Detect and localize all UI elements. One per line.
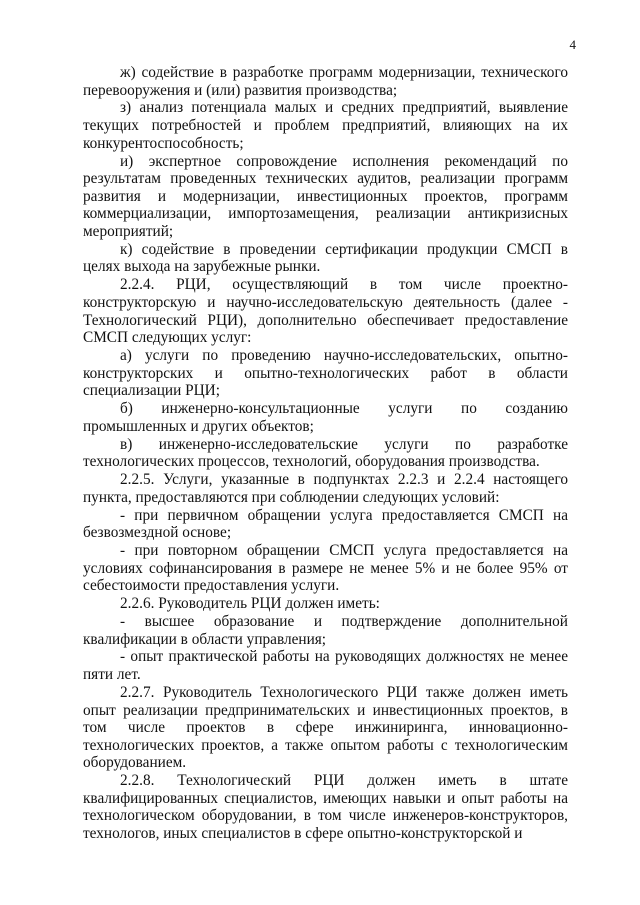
paragraph-2-2-4: 2.2.4. РЦИ, осуществляющий в том числе проектно-конструкторскую и научно-исследовательскую деятельность (далее - Технологический РЦИ), дополнительно обеспечивает предоставление СМСП следующих услуг: <box>83 276 568 347</box>
paragraph-item-k: к) содействие в проведении сертификации продукции СМСП в целях выхода на зарубежные рынки. <box>83 240 568 276</box>
paragraph-2-2-7: 2.2.7. Руководитель Технологического РЦИ также должен иметь опыт реализации предпринимательских и инвестиционных проектов, в том числе проектов в сфере инжиниринга, инновационно-технологических проектов, а также опытом работы с технологическим оборудованием. <box>83 683 568 772</box>
paragraph-item-z: з) анализ потенциала малых и средних предприятий, выявление текущих потребностей и проблем предприятий, влияющих на их конкурентоспособность; <box>83 99 568 152</box>
document-body <box>83 64 568 843</box>
paragraph-2-2-5: 2.2.5. Услуги, указанные в подпунктах 2.2.3 и 2.2.4 настоящего пункта, предоставляются при соблюдении следующих условий: <box>83 471 568 506</box>
page-number: 4 <box>569 37 576 52</box>
paragraph-item-i: и) экспертное сопровождение исполнения рекомендаций по результатам проведенных технических аудитов, реализации программ развития и модернизации, инвестиционных проектов, программ коммерциализации, импортозамещения, реализации антикризисных мероприятий; <box>83 152 568 240</box>
paragraph-condition-first: - при первичном обращении услуга предоставляется СМСП на безвозмездной основе; <box>83 506 568 542</box>
paragraph-item-v: в) инженерно-исследовательские услуги по разработке технологических процессов, технологий, оборудования производства. <box>83 435 568 471</box>
paragraph-item-b: б) инженерно-консультационные услуги по созданию промышленных и других объектов; <box>83 400 568 435</box>
paragraph-requirement-experience: - опыт практической работы на руководящих должностях не менее пяти лет. <box>83 648 568 684</box>
paragraph-item-zh: ж) содействие в разработке программ модернизации, технического перевооружения и (или) развития производства; <box>83 64 568 99</box>
paragraph-2-2-8: 2.2.8. Технологический РЦИ должен иметь в штате квалифицированных специалистов, имеющих навыки и опыт работы на технологическом оборудовании, в том числе инженеров-конструкторов, технологов, иных специалистов в сфере опытно-конструкторской и <box>83 772 568 842</box>
paragraph-condition-repeat: - при повторном обращении СМСП услуга предоставляется на условиях софинансирования в размере не менее 5% и не более 95% от себестоимости предоставления услуги. <box>83 542 568 595</box>
paragraph-item-a: а) услуги по проведению научно-исследовательских, опытно-конструкторских и опытно-технологических работ в области специализации РЦИ; <box>83 346 568 400</box>
paragraph-requirement-education: - высшее образование и подтверждение дополнительной квалификации в области управления; <box>83 612 568 648</box>
paragraph-2-2-6: 2.2.6. Руководитель РЦИ должен иметь: <box>120 595 380 613</box>
